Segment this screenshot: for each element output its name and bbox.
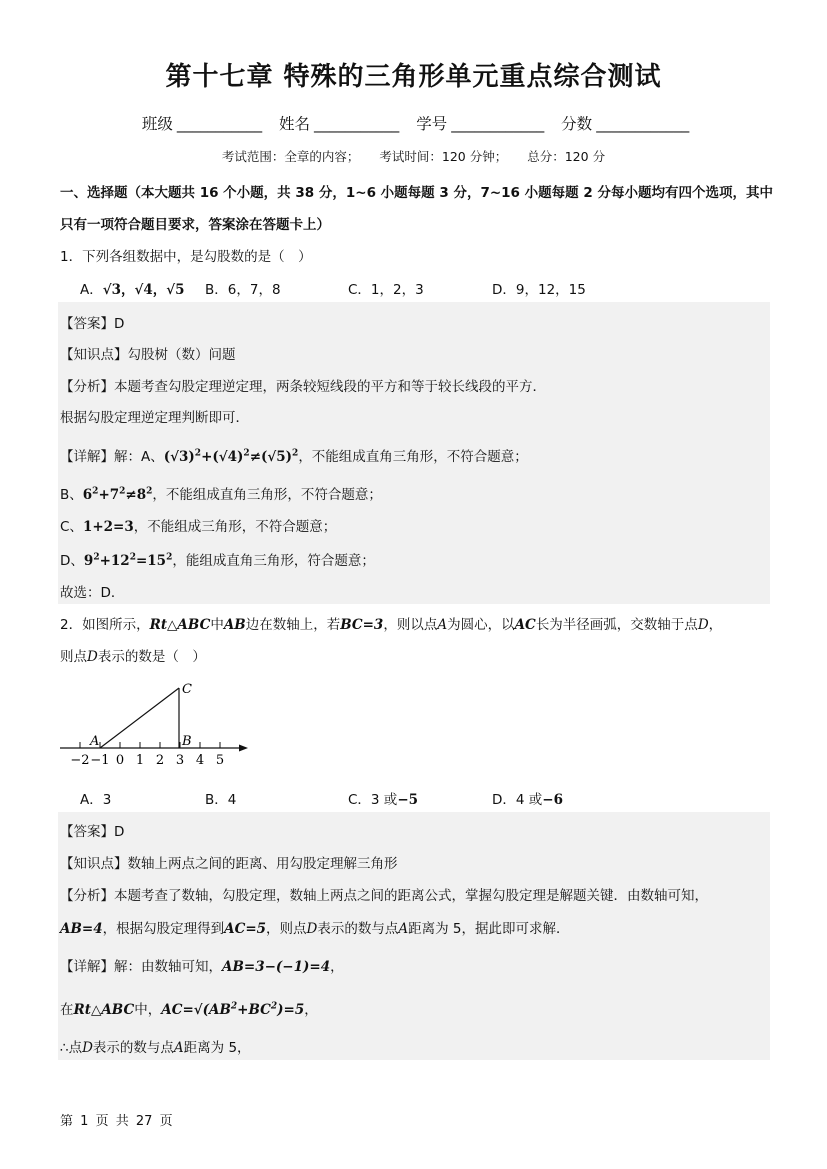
- q2-ab-calc: AB=3−(−1)=4: [222, 959, 331, 975]
- q2-analysis-part: 表示的数与点: [317, 921, 399, 937]
- q1-option-c: C．1，2，3: [348, 282, 424, 298]
- student-info-line: [0, 112, 827, 134]
- q1-detail-c-tail: ，不能组成三角形，不符合题意；: [133, 519, 337, 535]
- name-label: 姓名: [279, 115, 311, 133]
- q2-ac-calc: $AC=√(AB^2+BC^2)=5$: [161, 1001, 305, 1018]
- page-total: 27: [135, 1114, 153, 1129]
- number-line-tick-labels: [70, 753, 224, 768]
- page-number: 1: [80, 1114, 89, 1129]
- student-id-field: 学号 ____________: [416, 115, 545, 133]
- q2-ac: AC: [514, 617, 536, 633]
- q2-stem-part: 中: [210, 617, 224, 633]
- q1-detail-c: [60, 515, 336, 535]
- q2-ab: AB: [223, 617, 246, 633]
- q2-ab-eq4: AB=4: [60, 921, 103, 937]
- q2-stem-part: ，: [708, 617, 723, 633]
- q2-option-c-label: C．3 或: [348, 792, 398, 808]
- q2-analysis-part: ，则点: [266, 921, 307, 937]
- label-c: C: [182, 682, 192, 697]
- score-field: 分数 ____________: [561, 115, 690, 133]
- q2-option-c-value: −5: [397, 792, 419, 808]
- name-field: 姓名 ___________: [279, 115, 400, 133]
- q1-conclusion: 故选：D．: [60, 585, 125, 601]
- q1-detail-b-prefix: B、: [60, 487, 83, 503]
- q1-detail-a-tail: ，不能组成直角三角形，不符合题意；: [298, 449, 528, 465]
- q1-analysis-1: 【分析】本题考查勾股定理逆定理，两条较短线段的平方和等于较长线段的平方．: [60, 379, 546, 395]
- q2-detail-1: [60, 955, 344, 975]
- q1-detail-d-math: $9^2+12^2=15^2$: [83, 552, 173, 569]
- q1-stem: 1．下列各组数据中，是勾股数的是（ ）: [60, 249, 312, 265]
- footer-part: 共: [115, 1114, 129, 1129]
- class-label: 班级: [141, 115, 173, 133]
- q2-answer: 【答案】D: [60, 824, 125, 840]
- id-label: 学号: [416, 115, 448, 133]
- q2-option-b: B．4: [205, 792, 237, 808]
- q2-option-c: [348, 788, 418, 808]
- q2-bc-eq: BC=3: [340, 617, 384, 633]
- q1-detail-b-tail: ，不能组成直角三角形，不符合题意；: [152, 487, 382, 503]
- q2-ac-eq5: AC=5: [224, 921, 267, 937]
- exam-total: 总分：120 分: [527, 149, 606, 164]
- footer-part: 页: [159, 1114, 173, 1129]
- page-title: 第十七章 特殊的三角形单元重点综合测试: [165, 62, 662, 92]
- q1-detail-b-math: $6^2+7^2\ne 8^2$: [82, 486, 153, 503]
- q2-point-d: D: [306, 921, 318, 937]
- q2-detail-part: 距离为 5，: [183, 1040, 251, 1056]
- q2-detail-part: 【详解】解：由数轴可知，: [60, 959, 222, 975]
- q1-detail-a: [60, 445, 528, 465]
- q1-option-d: D．9，12，15: [492, 282, 586, 298]
- tick-label: 5: [215, 753, 225, 768]
- q2-rt-triangle: Rt△ABC: [73, 1002, 135, 1018]
- q2-option-a: A．3: [80, 792, 112, 808]
- exam-time: 考试时间：120 分钟；: [379, 149, 508, 164]
- q2-rt-triangle: Rt△ABC: [149, 617, 211, 633]
- q2-point-d: D: [87, 649, 98, 665]
- q1-option-a: [80, 278, 185, 298]
- q2-analysis-2: [60, 917, 570, 937]
- page-footer: [60, 1110, 176, 1129]
- q1-detail-c-math: 1+2=3: [82, 519, 134, 535]
- tick-label: −1: [90, 753, 110, 768]
- q1-detail-d: [60, 549, 375, 569]
- q2-point-a: A: [437, 617, 448, 633]
- q2-analysis-part: ，根据勾股定理得到: [102, 921, 225, 937]
- tick-label: 4: [195, 753, 205, 768]
- q1-option-b: B．6，7，8: [205, 282, 281, 298]
- q2-analysis-1: 【分析】本题考查了数轴，勾股定理，数轴上两点之间的距离公式，掌握勾股定理是解题关键．由数轴可知，: [60, 888, 708, 904]
- score-label: 分数: [561, 115, 593, 133]
- q2-option-d-label: D．4 或: [492, 792, 543, 808]
- q2-analysis-part: 距离为 5，据此即可求解．: [408, 921, 570, 937]
- label-b: B: [182, 734, 192, 749]
- q2-option-d: [492, 788, 563, 808]
- q2-stem-part: 边在数轴上，若: [245, 617, 341, 633]
- q2-stem-part: 则点: [60, 649, 87, 665]
- q1-option-a-math: √3，√4，√5: [102, 282, 185, 298]
- q2-detail-part: ，: [330, 959, 344, 975]
- q2-detail-3: [60, 1036, 251, 1056]
- q1-detail-prefix: 【详解】解：A、: [60, 449, 164, 465]
- q2-detail-part: ，: [304, 1002, 318, 1018]
- tick-label: 2: [155, 753, 165, 768]
- label-a: A: [90, 734, 100, 749]
- q2-number-line-figure: [58, 678, 258, 770]
- q1-option-a-label: A．: [80, 282, 103, 298]
- q1-detail-a-math: $(√3)^2+(√4)^2\ne(√5)^2$: [163, 448, 299, 465]
- q1-detail-c-prefix: C、: [60, 519, 83, 535]
- q2-detail-part: ∴点: [60, 1040, 83, 1056]
- q2-stem-line2: [60, 645, 206, 665]
- q1-analysis-2: 根据勾股定理逆定理判断即可．: [60, 410, 249, 426]
- q2-stem-part: 为圆心，以: [447, 617, 515, 633]
- q2-detail-part: 在: [60, 1002, 74, 1018]
- q1-answer: 【答案】D: [60, 316, 125, 332]
- q1-knowledge: 【知识点】勾股树（数）问题: [60, 347, 236, 363]
- exam-range: 考试范围：全章的内容；: [221, 149, 360, 164]
- q1-detail-b: [60, 483, 382, 503]
- q1-detail-d-tail: ，能组成直角三角形，符合题意；: [172, 553, 375, 569]
- q2-point-d: D: [697, 617, 709, 633]
- tick-label: 0: [115, 753, 125, 768]
- class-field: 班级 ___________: [141, 115, 263, 133]
- footer-part: 第: [60, 1114, 74, 1129]
- q2-stem-part: 2．如图所示，: [60, 617, 150, 633]
- q2-point-d: D: [82, 1040, 93, 1056]
- q2-option-d-value: −6: [542, 792, 563, 808]
- q2-detail-part: 中，: [134, 1002, 162, 1018]
- exam-meta: [0, 147, 827, 165]
- segment-ac: [100, 688, 179, 748]
- section-heading: 一、选择题（本大题共 16 个小题，共 38 分，1~6 小题每题 3 分，7~16 小题每题 2 分每小题均有四个选项，其中只有一项符合题目要求，答案涂在答题卡上）: [60, 185, 773, 233]
- q2-knowledge: 【知识点】数轴上两点之间的距离、用勾股定理解三角形: [60, 856, 398, 872]
- q2-point-a: A: [173, 1040, 184, 1056]
- footer-part: 页: [95, 1114, 109, 1129]
- tick-label: −2: [70, 753, 90, 768]
- number-line-arrow-icon: [239, 745, 248, 752]
- q2-stem-part: ，则以点: [383, 617, 438, 633]
- q2-detail-2: [60, 998, 318, 1018]
- q2-point-a: A: [398, 921, 409, 937]
- q2-stem-part: 表示的数是（ ）: [97, 649, 206, 665]
- tick-label: 1: [135, 753, 145, 768]
- q2-stem-line1: [60, 613, 722, 633]
- tick-label: 3: [175, 753, 185, 768]
- q1-detail-d-prefix: D、: [60, 553, 84, 569]
- q2-stem-part: 长为半径画弧，交数轴于点: [535, 617, 698, 633]
- q2-detail-part: 表示的数与点: [92, 1040, 174, 1056]
